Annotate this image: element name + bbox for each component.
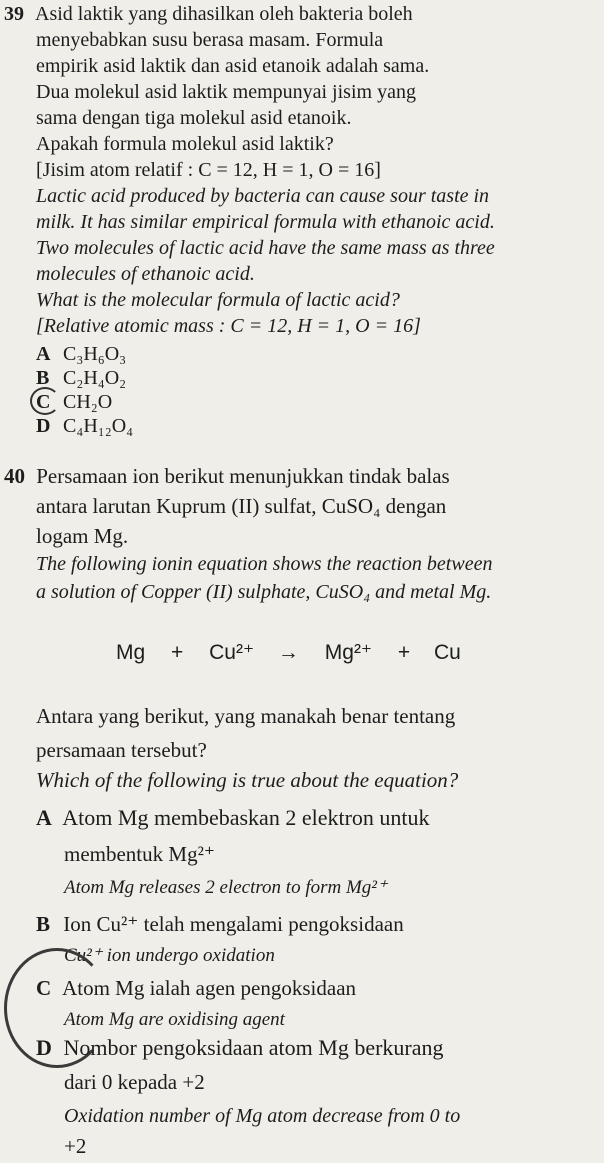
q40-question-bm-2: persamaan tersebut? <box>36 738 207 762</box>
option-letter: C <box>36 976 52 1000</box>
q39-option-a[interactable] <box>36 342 126 366</box>
option-text-bm: dari 0 kepada +2 <box>64 1070 205 1094</box>
q40-text-en-2: a solution of Copper (II) sulphate, CuSO₄ and metal Mg. <box>36 581 492 603</box>
q39-option-b[interactable] <box>36 366 126 390</box>
q39-text-en-3: Two molecules of lactic acid have the same mass as three <box>36 237 495 259</box>
option-letter: D <box>36 415 51 437</box>
q40-text-bm-3: logam Mg. <box>36 524 129 548</box>
question-number: 40 <box>4 464 25 488</box>
option-text-en: Atom Mg releases 2 electron to form Mg²⁺ <box>64 877 388 898</box>
q40-question-en: Which of the following is true about the equation? <box>36 768 459 792</box>
q40-text-bm-2: antara larutan Kuprum (II) sulfat, CuSO₄ dengan <box>36 494 447 518</box>
q40-text-bm-1: Persamaan ion berikut menunjukkan tindak balas <box>36 464 450 488</box>
option-letter: A <box>36 343 51 365</box>
option-letter: A <box>36 805 52 830</box>
equation-reactant-mg: Mg <box>116 641 146 664</box>
option-text-en: Cu²⁺ ion undergo oxidation <box>64 945 275 966</box>
q39-text-bm-3: empirik asid laktik dan asid etanoik adalah sama. <box>36 55 430 77</box>
q39-text-bm-6: Apakah formula molekul asid laktik? <box>36 133 334 155</box>
option-text: C₂H₄O₂ <box>63 367 127 389</box>
q39-text-en-4: molecules of ethanoic acid. <box>36 263 255 285</box>
equation-product-mg-ion: Mg²⁺ <box>324 641 373 664</box>
option-text: C₃H₆O₃ <box>63 343 127 365</box>
q39-text-bm-1: Asid laktik yang dihasilkan oleh bakteria boleh <box>35 3 413 25</box>
question-number: 39 <box>4 3 24 25</box>
q39-text-en-5: What is the molecular formula of lactic acid? <box>36 289 400 311</box>
option-text-bm: Nombor pengoksidaan atom Mg berkurang <box>63 1035 444 1060</box>
option-text-en: Atom Mg are oxidising agent <box>64 1009 285 1030</box>
q39-text-bm-7: [Jisim atom relatif : C = 12, H = 1, O = 16] <box>36 159 381 181</box>
option-text-bm: Atom Mg membebaskan 2 elektron untuk <box>62 805 430 830</box>
option-text-en: +2 <box>64 1134 87 1158</box>
q39-text-en-6: [Relative atomic mass : C = 12, H = 1, O = 16] <box>36 315 421 337</box>
equation-reactant-cu-ion: Cu²⁺ <box>209 641 255 664</box>
ionic-equation <box>116 640 461 665</box>
option-letter: B <box>36 912 51 936</box>
option-letter: B <box>36 367 50 389</box>
q39-option-d[interactable] <box>36 414 133 438</box>
q40-text-en-1: The following ionin equation shows the reaction between <box>36 553 493 575</box>
q39-text-bm-5: sama dengan tiga molekul asid etanoik. <box>36 107 352 129</box>
option-letter: D <box>36 1035 52 1060</box>
equation-product-cu: Cu <box>433 641 461 664</box>
option-text-en: Oxidation number of Mg atom decrease from 0 to <box>64 1105 461 1127</box>
equation-arrow: → <box>277 641 299 664</box>
option-text-bm: membentuk Mg²⁺ <box>64 842 215 866</box>
option-letter: C <box>36 391 51 413</box>
q39-text-en-2: milk. It has similar empirical formula with ethanoic acid. <box>36 211 495 233</box>
answer-circle-mark <box>30 387 60 415</box>
q39-text-en-1: Lactic acid produced by bacteria can cause sour taste in <box>36 185 490 207</box>
option-text-bm: Atom Mg ialah agen pengoksidaan <box>62 976 357 1000</box>
equation-plus: + <box>397 641 411 664</box>
q39-text-bm-2: menyebabkan susu berasa masam. Formula <box>36 29 384 51</box>
option-text: CH₂O <box>63 391 113 413</box>
equation-plus: + <box>171 641 184 664</box>
option-text-bm: Ion Cu²⁺ telah mengalami pengoksidaan <box>63 912 404 936</box>
q39-text-bm-4: Dua molekul asid laktik mempunyai jisim yang <box>36 81 416 103</box>
q40-question-bm-1: Antara yang berikut, yang manakah benar tentang <box>36 704 456 728</box>
option-text: C₄H₁₂O₄ <box>63 415 134 437</box>
